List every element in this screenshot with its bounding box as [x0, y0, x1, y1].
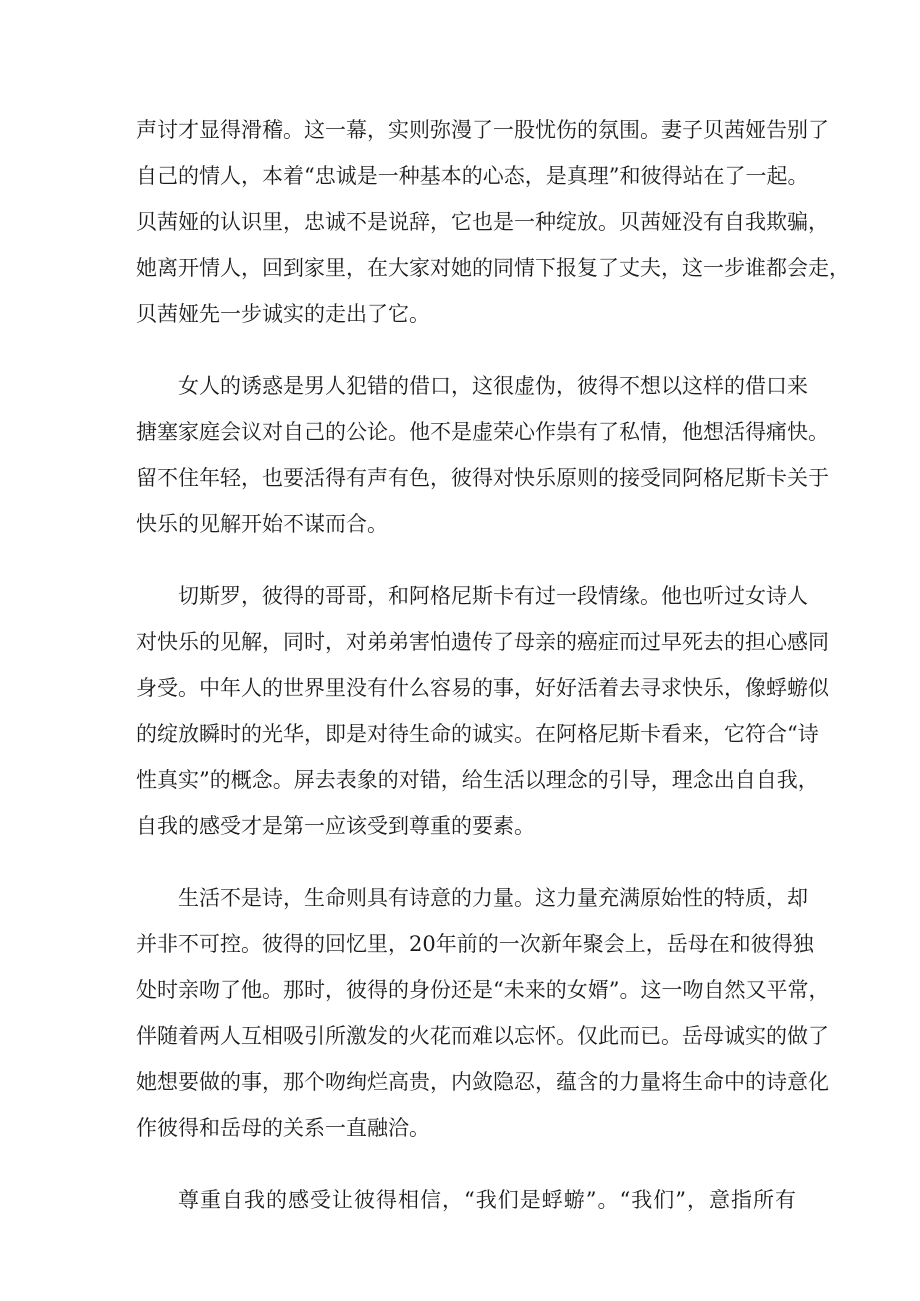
text-line: 声讨才显得滑稽。这一幕，实则弥漫了一股忧伤的氛围。妻子贝茜娅告别了 [136, 118, 829, 142]
text-line: 快乐的见解开始不谋而合。 [136, 512, 388, 536]
text-line: 伴随着两人互相吸引所激发的火花而难以忘怀。仅此而已。岳母诚实的做了 [136, 1024, 829, 1048]
text-line: 对快乐的见解，同时，对弟弟害怕遗传了母亲的癌症而过早死去的担心感同 [136, 630, 829, 654]
text-line: 自己的情人，本着“忠诚是一种基本的心态，是真理”和彼得站在了一起。 [136, 164, 809, 188]
text-line: 女人的诱惑是男人犯错的借口，这很虚伪，彼得不想以这样的借口来 [178, 374, 808, 398]
text-line: 留不住年轻，也要活得有声有色，彼得对快乐原则的接受同阿格尼斯卡关于 [136, 466, 829, 490]
text-line: 贝茜娅先一步诚实的走出了它。 [136, 302, 430, 326]
text-line: 她想要做的事，那个吻绚烂高贵，内敛隐忍，蕴含的力量将生命中的诗意化 [136, 1070, 829, 1094]
paragraph [136, 363, 829, 547]
text-line: 处时亲吻了他。那时，彼得的身份还是“未来的女婿”。这一吻自然又平常， [136, 978, 830, 1002]
paragraph [136, 107, 850, 337]
text-line: 并非不可控。彼得的回忆里，20年前的一次新年聚会上，岳母在和彼得独 [136, 932, 814, 956]
text-line: 切斯罗，彼得的哥哥，和阿格尼斯卡有过一段情缘。他也听过女诗人 [178, 584, 808, 608]
paragraph [136, 1177, 796, 1223]
text-line: 尊重自我的感受让彼得相信，“我们是蜉蝣”。“我们”，意指所有 [178, 1188, 796, 1212]
text-line: 贝茜娅的认识里，忠诚不是说辞，它也是一种绽放。贝茜娅没有自我欺骗， [136, 210, 829, 234]
text-line: 搪塞家庭会议对自己的公论。他不是虚荣心作祟有了私情，他想活得痛快。 [136, 420, 829, 444]
text-line: 生活不是诗，生命则具有诗意的力量。这力量充满原始性的特质，却 [178, 886, 808, 910]
text-line: 的绽放瞬时的光华，即是对待生命的诚实。在阿格尼斯卡看来，它符合“诗 [136, 722, 819, 746]
text-line: 自我的感受才是第一应该受到尊重的要素。 [136, 814, 535, 838]
text-line: 她离开情人，回到家里，在大家对她的同情下报复了丈夫，这一步谁都会走， [136, 256, 850, 280]
paragraph [136, 875, 830, 1151]
document-body [136, 107, 850, 1249]
text-line: 身受。中年人的世界里没有什么容易的事，好好活着去寻求快乐，像蜉蝣似 [136, 676, 829, 700]
text-line: 作彼得和岳母的关系一直融洽。 [136, 1116, 430, 1140]
paragraph [136, 573, 829, 849]
text-line: 性真实”的概念。屏去表象的对错，给生活以理念的引导，理念出自自我， [136, 768, 819, 792]
